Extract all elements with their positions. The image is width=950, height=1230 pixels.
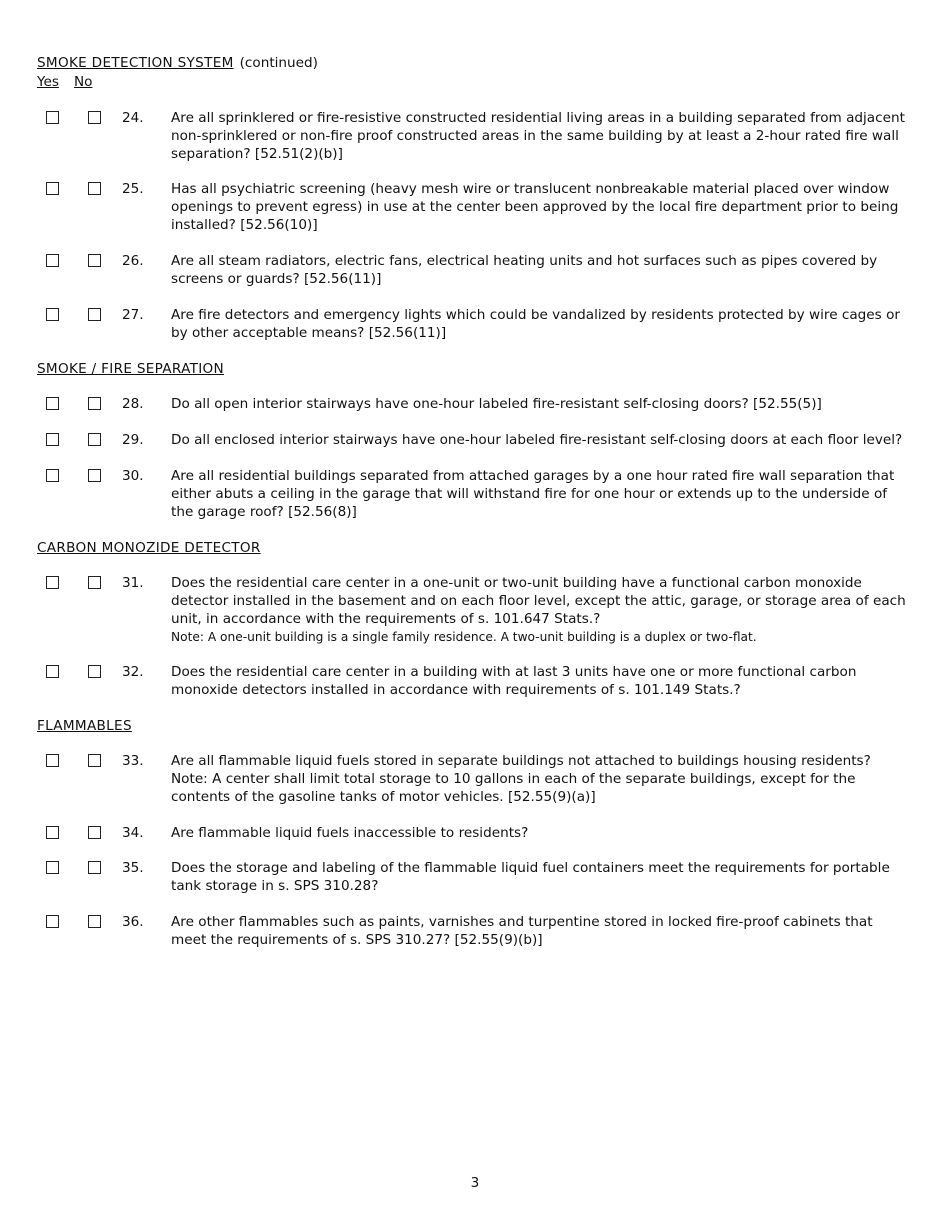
no-checkbox[interactable] <box>88 433 101 446</box>
yes-no-header <box>37 73 107 91</box>
section-title: CARBON MONOZIDE DETECTOR <box>37 540 261 556</box>
no-checkbox[interactable] <box>88 182 101 195</box>
page-number: 3 <box>470 1175 480 1191</box>
yes-checkbox[interactable] <box>46 397 59 410</box>
yes-checkbox[interactable] <box>46 433 59 446</box>
question-text: Are all residential buildings separated from attached garages by a one hour rated fire wall separation that either abuts a ceiling in the garage that will withstand fire for one hour or extends up to the underside of the garage roof? [52.56(8)] <box>171 468 895 520</box>
question-text: Do all open interior stairways have one-hour labeled fire-resistant self-closing doors? [52.55(5)] <box>171 396 822 412</box>
no-checkbox[interactable] <box>88 111 101 124</box>
yes-checkbox[interactable] <box>46 308 59 321</box>
no-column-label: No <box>73 74 93 90</box>
yes-checkbox[interactable] <box>46 754 59 767</box>
question-text: Are all steam radiators, electric fans, electrical heating units and hot surfaces such as pipes covered by screens or guards? [52.56(11)] <box>171 253 878 287</box>
question-block <box>171 574 911 646</box>
no-checkbox[interactable] <box>88 254 101 267</box>
section-title: SMOKE DETECTION SYSTEM <box>37 55 234 71</box>
question-text: Are other flammables such as paints, varnishes and turpentine stored in locked fire-proof cabinets that meet the requirements of s. SPS 310.27? [52.55(9)(b)] <box>171 914 873 948</box>
question-text: Does the storage and labeling of the flammable liquid fuel containers meet the requirements for portable tank storage in s. SPS 310.28? <box>171 860 890 894</box>
question-text: Are all flammable liquid fuels stored in separate buildings not attached to buildings housing residents? <box>171 753 871 769</box>
no-checkbox[interactable] <box>88 308 101 321</box>
yes-column-label: Yes <box>37 74 59 90</box>
yes-checkbox[interactable] <box>46 576 59 589</box>
no-checkbox[interactable] <box>88 915 101 928</box>
section-heading-smoke-fire <box>37 360 224 378</box>
yes-checkbox[interactable] <box>46 861 59 874</box>
no-checkbox[interactable] <box>88 861 101 874</box>
section-title: SMOKE / FIRE SEPARATION <box>37 361 225 377</box>
question-text: Are flammable liquid fuels inaccessible to residents? <box>171 825 529 841</box>
no-checkbox[interactable] <box>88 665 101 678</box>
question-number: 29. <box>122 432 144 448</box>
yes-checkbox[interactable] <box>46 182 59 195</box>
section-heading-carbon <box>37 539 261 557</box>
section-heading-flammables <box>37 717 132 735</box>
question-number: 32. <box>122 664 144 680</box>
section-title: FLAMMABLES <box>37 718 132 734</box>
question-number: 34. <box>122 825 144 841</box>
section-subtitle: (continued) <box>239 55 318 71</box>
question-text: Are fire detectors and emergency lights which could be vandalized by residents protected by wire cages or by other acceptable means? [52.56(11)] <box>171 307 900 341</box>
no-checkbox[interactable] <box>88 826 101 839</box>
no-checkbox[interactable] <box>88 397 101 410</box>
section-header <box>37 54 318 72</box>
question-note: Note: A one-unit building is a single family residence. A two-unit building is a duplex or two-flat. <box>171 630 757 644</box>
no-checkbox[interactable] <box>88 469 101 482</box>
question-text: Do all enclosed interior stairways have one-hour labeled fire-resistant self-closing doors at each floor level? <box>171 432 903 448</box>
yes-checkbox[interactable] <box>46 826 59 839</box>
question-number: 26. <box>122 253 144 269</box>
question-number: 24. <box>122 110 144 126</box>
question-number: 33. <box>122 753 144 769</box>
question-note: Note: A center shall limit total storage to 10 gallons in each of the separate buildings, except for the contents of the gasoline tanks of motor vehicles. [52.55(9)(a)] <box>171 771 856 805</box>
question-block <box>171 752 911 806</box>
no-checkbox[interactable] <box>88 576 101 589</box>
question-number: 31. <box>122 575 144 591</box>
question-number: 27. <box>122 307 144 323</box>
question-text: Has all psychiatric screening (heavy mesh wire or translucent nonbreakable material placed over window openings to prevent egress) in use at the center been approved by the local fire department prior to being installed? [52.56(10)] <box>171 181 899 233</box>
question-text: Are all sprinklered or fire-resistive constructed residential living areas in a building separated from adjacent non-sprinklered or non-fire proof constructed areas in the same building by at least a 2-hour rated fire wall separation? [52.51(2)(b)] <box>171 110 905 162</box>
question-number: 28. <box>122 396 144 412</box>
yes-checkbox[interactable] <box>46 469 59 482</box>
question-text: Does the residential care center in a building with at last 3 units have one or more functional carbon monoxide detectors installed in accordance with requirements of s. 101.149 Stats.? <box>171 664 857 698</box>
yes-checkbox[interactable] <box>46 665 59 678</box>
yes-checkbox[interactable] <box>46 254 59 267</box>
question-number: 30. <box>122 468 144 484</box>
yes-checkbox[interactable] <box>46 915 59 928</box>
yes-checkbox[interactable] <box>46 111 59 124</box>
question-text: Does the residential care center in a one-unit or two-unit building have a functional carbon monoxide detector installed in the basement and on each floor level, except the attic, garage, or storage area of each unit, in accordance with the requirements of s. 101.647 Stats.? <box>171 575 906 627</box>
no-checkbox[interactable] <box>88 754 101 767</box>
question-number: 25. <box>122 181 144 197</box>
question-number: 35. <box>122 860 144 876</box>
question-number: 36. <box>122 914 144 930</box>
